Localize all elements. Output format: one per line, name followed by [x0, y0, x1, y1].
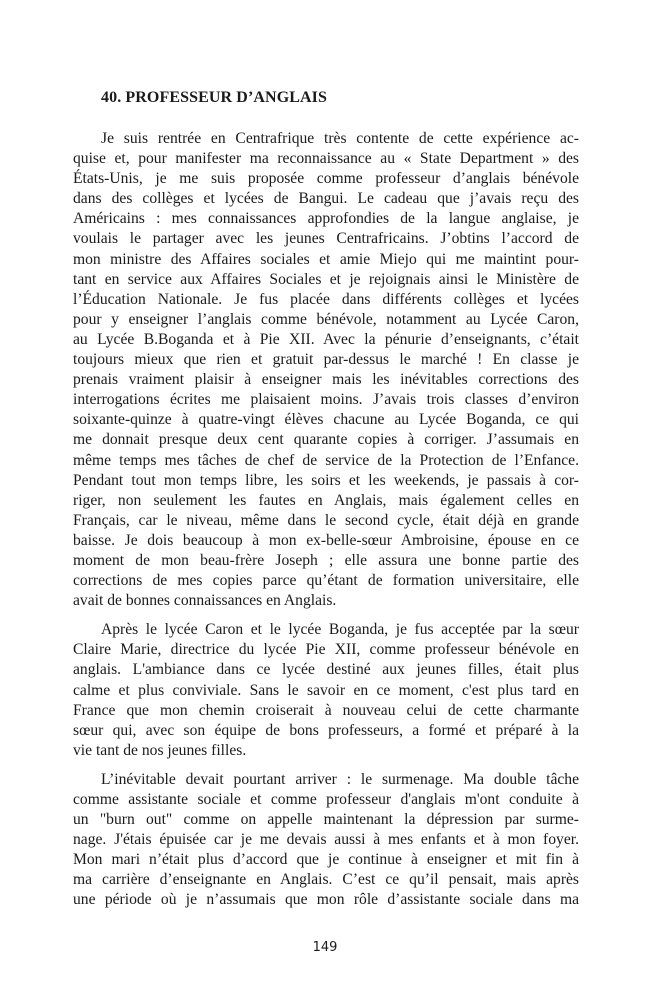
- text-line: pour y enseigner l’anglais comme bénévole, notamment au Lycée Caron,: [73, 310, 579, 328]
- text-line: même temps mes tâches de chef de service de la Protection de l’Enfance.: [73, 451, 579, 469]
- text-line: France que mon chemin croiserait à nouveau celui de cette charmante: [73, 701, 579, 719]
- text-line: États-Unis, je me suis proposée comme professeur d’anglais bénévole: [73, 170, 579, 188]
- body-text: [73, 129, 579, 920]
- text-line: voulais le partager avec les jeunes Centrafricains. J’obtins l’accord de: [73, 230, 579, 248]
- text-line: corrections de mes copies parce qu’étant de formation universitaire, elle: [73, 572, 579, 590]
- text-line: avait de bonnes connaissances en Anglais.: [73, 592, 337, 610]
- text-line: comme assistante sociale et comme professeur d'anglais m'ont conduite à: [73, 791, 579, 808]
- text-line: riger, non seulement les fautes en Anglais, mais également celles en: [73, 491, 579, 509]
- text-line: calme et plus conviviale. Sans le savoir en ce moment, c'est plus tard en: [73, 681, 579, 699]
- text-line: tant en service aux Affaires Sociales et je rejoignais ainsi le Ministère de: [73, 270, 579, 288]
- text-line: Français, car le niveau, même dans le second cycle, était déjà en grande: [73, 511, 579, 529]
- text-line: baisse. Je dois beaucoup à mon ex-belle-sœur Ambroisine, épouse en ce: [73, 531, 579, 549]
- page-number: 149: [312, 940, 338, 955]
- text-line: Américains : mes connaissances approfondies de la langue anglaise, je: [73, 210, 579, 228]
- text-line: quise et, pour manifester ma reconnaissance au « State Department » des: [73, 150, 579, 168]
- text-line: nage. J'étais épuisée car je me devais aussi à mes enfants et à mon foyer.: [73, 831, 579, 849]
- paragraph-1: [73, 129, 579, 611]
- text-line: prenais vraiment plaisir à enseigner mais les inévitables corrections des: [73, 371, 579, 389]
- text-line: interrogations écrites me plaisaient moins. J’avais trois classes d’environ: [73, 391, 579, 409]
- text-line: l’Éducation Nationale. Je fus placée dans différents collèges et lycées: [73, 290, 579, 308]
- text-line: sœur qui, avec son équipe de bons professeurs, a formé et préparé à la: [73, 721, 579, 739]
- text-line: dans des collèges et lycées de Bangui. Le cadeau que j’avais reçu des: [73, 190, 579, 208]
- text-line: Claire Marie, directrice du lycée Pie XII, comme professeur bénévole en: [73, 641, 579, 659]
- text-line: L’inévitable devait pourtant arriver : le surmenage. Ma double tâche: [101, 770, 579, 788]
- text-line: anglais. L'ambiance dans ce lycée destiné aux jeunes filles, était plus: [73, 661, 579, 679]
- text-line: me donnait presque deux cent quarante copies à corriger. J’assumais en: [73, 431, 579, 449]
- text-line: un "burn out" comme on appelle maintenant la dépression par surme-: [73, 811, 579, 829]
- text-line: Mon mari n’était plus d’accord que je continue à enseigner et mit fin à: [73, 851, 579, 869]
- text-line: toujours mieux que rien et gratuit par-dessus le marché ! En classe je: [73, 351, 579, 369]
- text-line: mon ministre des Affaires sociales et amie Miejo qui me maintint pour-: [73, 250, 579, 268]
- text-line: Après le lycée Caron et le lycée Boganda, je fus acceptée par la sœur: [101, 621, 579, 639]
- text-line: une période où je n’assumais que mon rôle d’assistante sociale dans ma: [73, 891, 579, 909]
- paragraph-2: [73, 620, 579, 761]
- text-line: moment de mon beau-frère Joseph ; elle assura une bonne partie des: [73, 551, 579, 569]
- text-line: Je suis rentrée en Centrafrique très contente de cette expérience ac-: [101, 130, 579, 147]
- text-line: soixante-quinze à quatre-vingt élèves chacune au Lycée Boganda, ce qui: [73, 411, 579, 429]
- chapter-title: 40. PROFESSEUR D’ANGLAIS: [101, 89, 327, 106]
- text-line: vie tant de nos jeunes filles.: [73, 741, 247, 759]
- text-line: ma carrière d’enseignante en Anglais. C’est ce qu’il pensait, mais après: [73, 871, 579, 889]
- text-line: au Lycée B.Boganda et à Pie XII. Avec la pénurie d’enseignants, c’était: [73, 330, 579, 348]
- text-line: Pendant tout mon temps libre, les soirs et les weekends, je passais à cor-: [73, 471, 579, 489]
- paragraph-3: [73, 770, 579, 911]
